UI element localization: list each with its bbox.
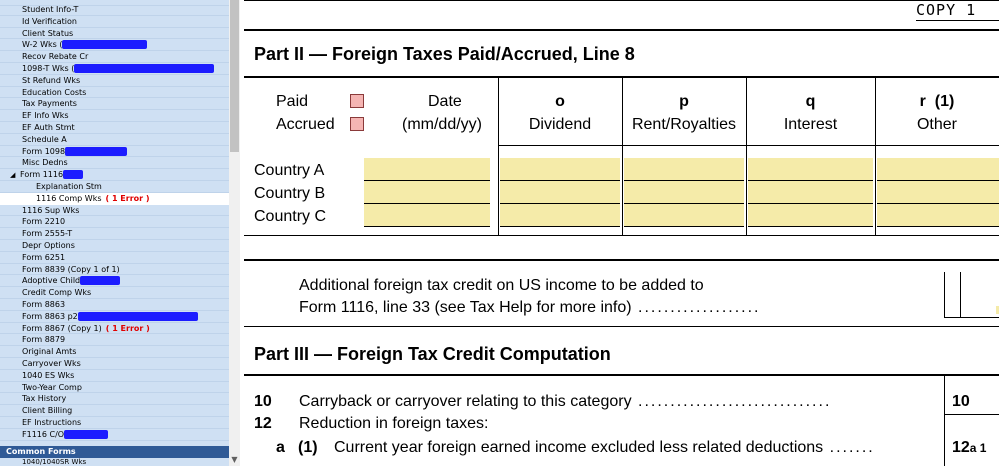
tree-item[interactable]: [0, 4, 229, 16]
tree-item-label: Form 1116: [20, 170, 64, 180]
tree-scrollbar[interactable]: [229, 0, 240, 466]
tree-item-label: Credit Comp Wks: [22, 288, 92, 298]
country-b-other-field[interactable]: [877, 181, 999, 204]
tree-item-label: 1116 Sup Wks: [22, 205, 80, 215]
tree-item[interactable]: [0, 16, 229, 28]
country-c-dividend-field[interactable]: [500, 204, 620, 227]
tree-item[interactable]: [0, 146, 229, 158]
tree-item[interactable]: [0, 51, 229, 63]
tree-item-label: Schedule A: [22, 134, 67, 144]
tree-item[interactable]: [0, 75, 229, 87]
col-q-name: Interest: [783, 116, 838, 133]
line12a-letter: a: [276, 439, 285, 456]
tree-item-label: Misc Dedns: [22, 158, 68, 168]
accrued-checkbox[interactable]: [350, 117, 364, 131]
redaction-mark: [63, 170, 83, 179]
date-label: Date: [428, 93, 462, 110]
tree-item-label: Form 2555-T: [22, 229, 73, 239]
country-c-other-field[interactable]: [877, 204, 999, 227]
line12-text: Reduction in foreign taxes:: [299, 415, 489, 432]
tree-item-label: F1116 C/O: [22, 429, 65, 439]
error-badge: ( 1 Error ): [105, 323, 150, 333]
col-r-name: Other: [916, 116, 957, 133]
tree-item[interactable]: [0, 252, 229, 264]
tree-item-label: 1098-T Wks (: [22, 64, 75, 73]
redaction-mark: [74, 64, 214, 73]
redaction-mark: [80, 276, 120, 285]
tree-item-label: Form 1098: [22, 146, 66, 156]
line12a-sub: (1): [298, 439, 318, 456]
tree-item-label: Form 2210: [22, 217, 66, 227]
tree-item-label: Student Info-T: [22, 5, 79, 14]
col-p-name: Rent/Royalties: [631, 116, 737, 133]
redaction-mark: [65, 147, 127, 156]
tree-item[interactable]: [0, 323, 229, 335]
tree-item-label: Education Costs: [22, 87, 87, 97]
tree-item[interactable]: [0, 87, 229, 99]
tree-item-label: Client Billing: [22, 406, 73, 416]
tree-item[interactable]: [0, 216, 229, 228]
tree-item-label: 1040 ES Wks: [22, 370, 75, 380]
col-p-letter: p: [679, 93, 689, 110]
tree-item-label: EF Info Wks: [22, 111, 69, 121]
line10-text: Carryback or carryover relating to this category ..............................: [299, 393, 832, 410]
tree-item[interactable]: [0, 98, 229, 110]
tree-item-label: Explanation Stm: [36, 182, 102, 191]
tree-item-label: Tax Payments: [22, 99, 77, 109]
tree-item[interactable]: [0, 157, 229, 169]
form-view: [244, 0, 999, 466]
tree-item[interactable]: [0, 334, 229, 346]
tree-item-label: Form 8879: [22, 335, 66, 345]
line12-number: 12: [254, 415, 272, 432]
tree-item-label: Id Verification: [22, 16, 77, 26]
line10-ref: 10: [952, 393, 970, 410]
country-a-interest-field[interactable]: [748, 158, 873, 181]
country-a-label: Country A: [254, 162, 325, 179]
country-b-interest-field[interactable]: [748, 181, 873, 204]
country-c-rent-field[interactable]: [624, 204, 744, 227]
tree-item[interactable]: [0, 110, 229, 122]
scrollbar-thumb[interactable]: [230, 0, 239, 152]
tree-item[interactable]: [0, 205, 229, 217]
tree-item-next[interactable]: 1040/1040SR Wks: [0, 458, 229, 466]
paid-checkbox[interactable]: [350, 94, 364, 108]
tree-item[interactable]: [0, 181, 229, 193]
tree-item-label: Form 8839 (Copy 1 of 1): [22, 264, 120, 274]
tree-item[interactable]: [0, 39, 229, 51]
tree-item[interactable]: [0, 134, 229, 146]
accrued-label: Accrued: [276, 116, 335, 133]
redaction-mark: [64, 430, 108, 439]
tree-item-label: Form 8863 p2: [22, 311, 78, 321]
country-c-interest-field[interactable]: [748, 204, 873, 227]
country-a-dividend-field[interactable]: [500, 158, 620, 181]
tree-item-label: Adoptive Child: [22, 276, 81, 286]
tree-item[interactable]: [0, 193, 229, 205]
tree-item[interactable]: [0, 417, 229, 429]
col-o-letter: o: [555, 93, 565, 110]
tree-item[interactable]: [0, 382, 229, 394]
tree-item[interactable]: [0, 122, 229, 134]
country-b-dividend-field[interactable]: [500, 181, 620, 204]
tree-item-label: Client Status: [22, 28, 74, 38]
tree-item[interactable]: [0, 169, 229, 181]
tree-item-label: W-2 Wks (: [22, 40, 63, 50]
common-forms-header[interactable]: Common Forms: [0, 446, 229, 458]
additional-credit-line2: Form 1116, line 33 (see Tax Help for more info) ...................: [299, 299, 761, 316]
additional-credit-line1: Additional foreign tax credit on US income to be added to: [299, 277, 704, 294]
date-format-label: (mm/dd/yy): [402, 116, 482, 133]
redaction-mark: [78, 312, 198, 321]
country-c-date-field[interactable]: [364, 204, 490, 227]
tree-item[interactable]: [0, 299, 229, 311]
tree-item-label: Form 8867 (Copy 1): [22, 323, 102, 333]
tree-item-label: Form 8863: [22, 300, 66, 309]
tree-item[interactable]: [0, 311, 229, 323]
tree-item[interactable]: [0, 264, 229, 276]
tree-item[interactable]: [0, 28, 229, 40]
tree-item-label: 1116 Comp Wks: [36, 193, 102, 203]
tree-item-label: Form 6251: [22, 252, 66, 262]
col-o-name: Dividend: [528, 116, 592, 133]
tree-item-label: Two-Year Comp: [22, 382, 82, 392]
country-c-label: Country C: [254, 208, 327, 225]
part3-title: Part III — Foreign Tax Credit Computation: [254, 344, 611, 364]
tree-item-label: Original Amts: [22, 347, 77, 357]
country-b-rent-field[interactable]: [624, 181, 744, 204]
tree-item[interactable]: [0, 287, 229, 299]
tree-item[interactable]: [0, 405, 229, 417]
tree-item-label: EF Auth Stmt: [22, 123, 75, 132]
tree-item[interactable]: [0, 393, 229, 405]
redaction-mark: [62, 40, 147, 49]
col-q-letter: q: [805, 93, 816, 110]
tree-item-label: Carryover Wks: [22, 359, 81, 368]
paid-label: Paid: [276, 93, 309, 110]
country-a-rent-field[interactable]: [624, 158, 744, 181]
error-badge: ( 1 Error ): [105, 193, 150, 203]
tree-item-label: St Refund Wks: [22, 75, 81, 85]
tree-item[interactable]: [0, 63, 229, 75]
country-b-date-field[interactable]: [364, 181, 490, 204]
copy-label: COPY 1: [916, 1, 977, 19]
line10-number: 10: [254, 393, 272, 410]
tree-item[interactable]: [0, 429, 229, 441]
forms-tree-panel: [0, 0, 240, 466]
tree-item[interactable]: [0, 240, 229, 252]
tree-item-label: Tax History: [22, 394, 67, 404]
expand-arrow-icon[interactable]: ◢: [10, 171, 16, 180]
scroll-down-arrow-icon[interactable]: ▼: [229, 454, 240, 466]
tree-item-label: EF Instructions: [22, 418, 82, 427]
tree-item-label: Recov Rebate Cr: [22, 52, 89, 62]
country-a-date-field[interactable]: [364, 158, 490, 181]
country-a-other-field[interactable]: [877, 158, 999, 181]
tree-item[interactable]: [0, 358, 229, 370]
line12a-ref: 12a 1: [952, 439, 987, 456]
tree-item[interactable]: [0, 275, 229, 287]
tree-item-label: Depr Options: [22, 241, 75, 250]
part2-title: Part II — Foreign Taxes Paid/Accrued, Line 8: [254, 44, 635, 64]
tree-item[interactable]: [0, 346, 229, 358]
tree-item[interactable]: [0, 370, 229, 382]
forms-tree: [0, 0, 229, 446]
col-r-letter: r (1): [919, 93, 955, 110]
country-b-label: Country B: [254, 185, 326, 202]
tree-item[interactable]: [0, 228, 229, 240]
line12a-text: Current year foreign earned income excluded less related deductions .......: [334, 439, 875, 456]
